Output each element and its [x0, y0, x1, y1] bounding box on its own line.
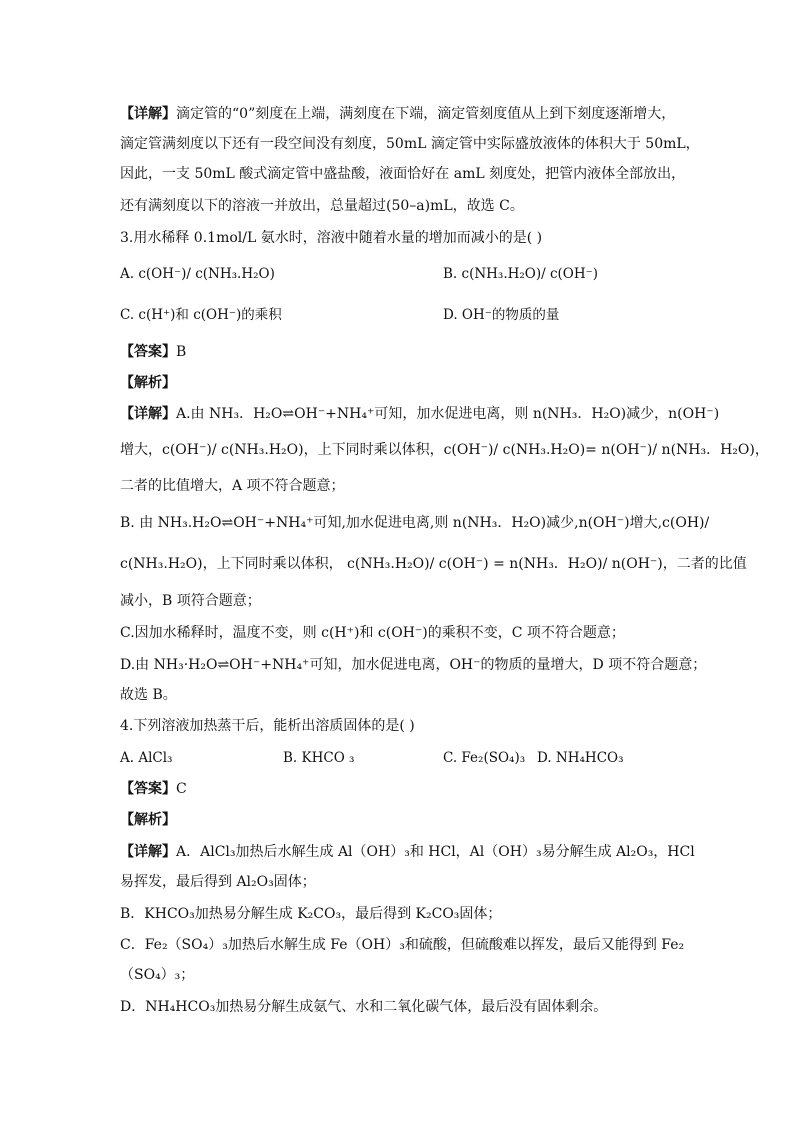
q4-option-a: A. AlCl₃ [120, 750, 173, 766]
q3-analysis-title: 【解析】 [120, 375, 176, 391]
q3-option-d: D. OH⁻的物质的量 [443, 307, 560, 323]
detail-line: 因此，一支 50mL 酸式滴定管中盛盐酸，液面恰好在 amL 刻度处，把管内液体全部放出， [120, 166, 686, 182]
q3-analysis-line: 二者的比值增大，A 项不符合题意； [120, 478, 345, 494]
q4-analysis-line: D．NH₄HCO₃加热易分解生成氨气、水和二氧化碳气体，最后没有固体剩余。 [120, 999, 608, 1015]
q3-analysis-line: c(NH₃.H₂O)，上下同时乘以体积， c(NH₃.H₂O)/ c(OH⁻) = n(NH₃．H₂O)/ n(OH⁻)，二者的比值 [120, 556, 747, 572]
q3-analysis-line: 【详解】A.由 NH₃．H₂O⇌OH⁻+NH₄⁺可知，加水促进电离，则 n(NH₃．H₂O)减少，n(OH⁻) [120, 406, 720, 422]
q3-option-b: B. c(NH₃.H₂O)/ c(OH⁻) [443, 266, 599, 282]
q3-option-c: C. c(H⁺)和 c(OH⁻)的乘积 [120, 307, 282, 323]
q4-analysis-title: 【解析】 [120, 812, 176, 828]
q3-analysis-line: B. 由 NH₃.H₂O⇌OH⁻+NH₄⁺可知,加水促进电离,则 n(NH₃．H₂O)减少,n(OH⁻)增大,c(OH)/ [120, 515, 710, 531]
q3-analysis-line: 故选 B。 [120, 687, 177, 703]
q4-analysis-line: C．Fe₂（SO₄）₃加热后水解生成 Fe（OH）₃和硫酸，但硫酸难以挥发，最后又能得到 Fe₂ [120, 937, 685, 953]
question-4-stem: 4.下列溶液加热蒸干后，能析出溶质固体的是( ) [120, 718, 415, 734]
q4-analysis-line: （SO₄）₃； [120, 967, 195, 983]
q4-analysis-line: 【详解】A．AlCl₃加热后水解生成 Al（OH）₃和 HCl，Al（OH）₃易分解生成 Al₂O₃，HCl [120, 844, 695, 860]
q4-option-b: B. KHCO ₃ [283, 750, 355, 766]
q4-analysis-line: B．KHCO₃加热易分解生成 K₂CO₃，最后得到 K₂CO₃固体； [120, 906, 502, 922]
q3-analysis-line: D.由 NH₃·H₂O⇌OH⁻+NH₄⁺可知，加水促进电离，OH⁻的物质的量增大，D 项不符合题意； [120, 657, 707, 673]
q3-answer: 【答案】B [120, 344, 187, 360]
q4-analysis-line: 易挥发，最后得到 Al₂O₃固体； [120, 874, 316, 890]
q4-option-d: D. NH₄HCO₃ [537, 750, 624, 766]
q3-option-a: A. c(OH⁻)/ c(NH₃.H₂O) [120, 266, 275, 282]
detail-line: 还有满刻度以下的溶液一并放出，总量超过(50–a)mL，故选 C。 [120, 198, 524, 214]
q3-analysis-line: C.因加水稀释时，温度不变，则 c(H⁺)和 c(OH⁻)的乘积不变，C 项不符合题意； [120, 625, 625, 641]
detail-line: 滴定管满刻度以下还有一段空间没有刻度，50mL 滴定管中实际盛放液体的体积大于 50mL， [120, 136, 700, 152]
q4-answer: 【答案】C [120, 781, 187, 797]
q4-option-c: C. Fe₂(SO₄)₃ [443, 750, 526, 766]
q3-analysis-line: 减小，B 项符合题意； [120, 593, 261, 609]
detail-line: 【详解】滴定管的“0”刻度在上端，满刻度在下端，滴定管刻度值从上到下刻度逐渐增大， [120, 106, 676, 122]
question-3-stem: 3.用水稀释 0.1mol/L 氨水时，溶液中随着水量的增加而减小的是( ) [120, 230, 543, 246]
q3-analysis-line: 增大，c(OH⁻)/ c(NH₃.H₂O)，上下同时乘以体积，c(OH⁻)/ c(NH₃.H₂O)= n(OH⁻)/ n(NH₃．H₂O)， [120, 442, 769, 458]
